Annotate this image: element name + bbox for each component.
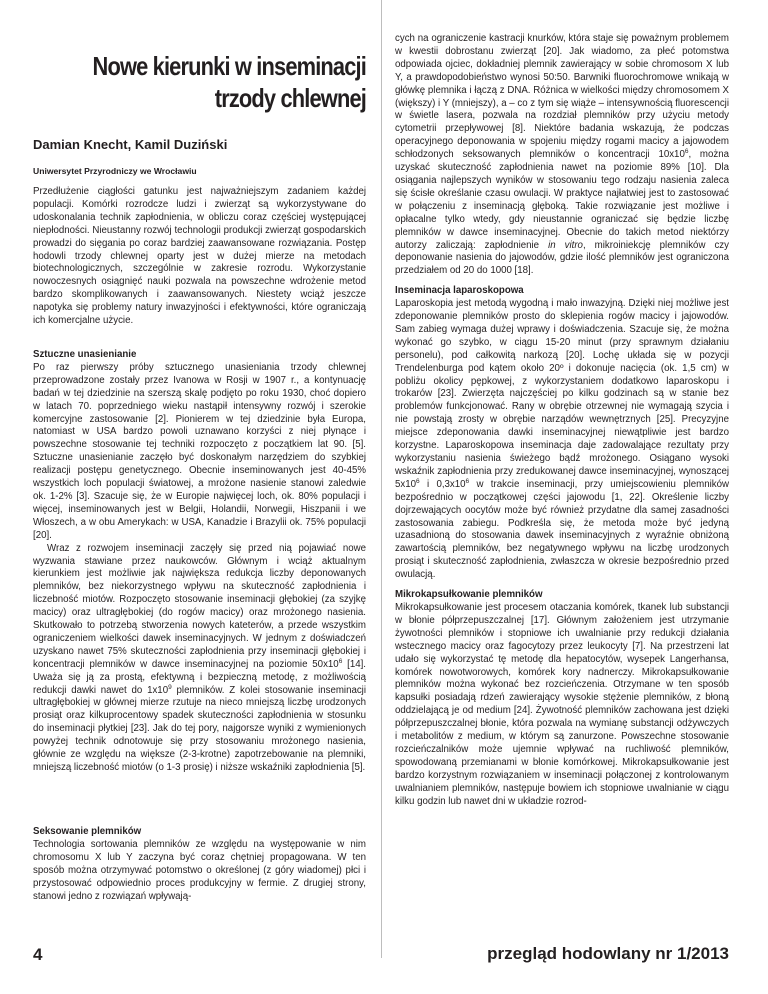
intro-paragraph: Przedłużenie ciągłości gatunku jest najważniejszym zadaniem każdej populacji. Komórki rozrodcze ludzi i zwierząt są wykorzystywane do udoskonalania technik zapłodnienia, w obliczu coraz częściej występującej niepłodności. Nieustanny rozwój technologii produkcji zwierząt gospodarskich prowadzi do sięgania po coraz bardziej zaawansowane rozwiązania. Postęp hodowli trzody chlewnej oparty jest w dużej mierze na metodach biotechnologicznych, szczególnie w zakresie rozrodu. Wykorzystanie nowoczesnych osiągnięć nauki pozwala na powszechne wdrożenie metod bardzo skomplikowanych i zaawansowanych. Niestety wciąż jeszcze napotyka się problemy natury inwazyjności i efektywności, które ograniczają ich komercjalne użycie.	[33, 186, 366, 327]
section-heading-inseminacja-laparoskopowa: Inseminacja laparoskopowa	[395, 285, 524, 297]
page-number: 4	[33, 945, 43, 964]
paragraph: Laparoskopia jest metodą wygodną i mało inwazyjną. Dzięki niej możliwe jest zdeponowanie plemników prosto do sklepienia rogów macicy i jajowodów. Sam zabieg wymaga dużej wprawy i doświadczenia. Szacuje się, że można wykonać go szybko, w ciągu 15-20 minut (przy sprawnym działaniu personelu), pod całkowitą narkozą [20]. Lochę układa się w pozycji Trendelenburga pod kątem około 20º i dokonuje nacięcia (ok. 1,5 cm) w pobliżu okolicy pępkowej, z wykorzystaniem dodatkowo laparoskopu i trokarów [23]. Zwierzęta najczęściej po kilku godzinach są w stanie bez problemów funkcjonować. Rany w obrębie otrzewnej nie wymagają szycia i nie powstają zrosty w obrębie narządów wewnętrznych [25]. Precyzyjne miejsce zdeponowania dawki inseminacyjnej niewątpliwie jest bardzo korzystne. Laparoskopowa inseminacja daje zadowalające rezultaty przy wykorzystaniu nasienia świeżego bądź mrożonego. Osiągano wysoki wskaźnik zapłodnienia przy zredukowanej dawce inseminacyjnej, wynoszącej $5x10^6$ i $0,3x10^6$ w trakcie inseminacji, przy umiejscowieniu plemników bezpośrednio w początkowej części jajowodu [1, 22]. Określenie liczby dojrzewających oocytów może być również przydatne dla samej zasadności zastosowania zabiegu. Podkreśla się, że metoda może być jedyną uzasadnioną do stosowania dawek inseminacyjnych z wyraźnie obniżoną zawartością plemników, bez negatywnego wpływu na liczbę urodzonych prosiąt i skuteczność zapłodnienia, zwłaszcza w okresie bezpośrednio przed owulacją.	[395, 298, 729, 581]
article-affiliation: Uniwersytet Przyrodniczy we Wrocławiu	[33, 166, 197, 176]
section-heading-seksowanie-plemnikow: Seksowanie plemników	[33, 826, 142, 837]
journal-footer: przegląd hodowlany nr 1/2013	[487, 944, 729, 963]
left-column-body	[33, 349, 366, 775]
intro-paragraph-block	[33, 186, 366, 328]
section-heading-sztuczne-unasienianie: Sztuczne unasienianie	[33, 349, 137, 360]
column-divider	[381, 0, 382, 958]
paragraph: Po raz pierwszy próby sztucznego unasieniania trzody chlewnej przeprowadzone zostały przez Ivanowa w Rosji w 1907 r., a kontynuację badań w tej dziedzinie na szerszą skalę podjęto po roku 1930, choć dopiero w latach 70. poprzedniego wieku nastąpił intensywny rozwój i szerokie komercyjne zastosowanie [2]. Pionierem w tej dziedzinie była Europa, natomiast w USA bardzo powoli uznawano korzyści z niej płynące i powszechne stosowanie tej techniki rozpoczęto z początkiem lat 90. [5]. Sztuczne unasienianie zaczęło być doskonałym narzędziem do szybkiej realizacji postępu genetycznego. Obecnie inseminowanych jest 40-45% wszystkich loch populacji światowej, a mrożone nasienie stanowi zaledwie ok. 1-2% [3]. Szacuje się, że w Europie najwięcej loch, ok. 80% populacji i więcej, inseminowanych jest w Belgii, Holandii, Norwegii, Hiszpanii i we Włoszech, a w obu Amerykach: w USA, Kanadzie i Brazylii ok. 75% populacji [20].	[33, 361, 366, 541]
left-column-bottom	[33, 826, 366, 903]
paragraph: Technologia sortowania plemników ze względu na występowanie w nim chromosomu X lub Y zaczyna być coraz chętniej propagowana. W ten sposób można otrzymywać potomstwo o określonej (z góry wiadomej) płci i przystosować odpowiednio proces produkcyjny w fermie. Z drugiej strony, stanowi jedno z rozwiązań wpływają-	[33, 838, 366, 902]
paragraph: cych na ograniczenie kastracji knurków, która staje się poważnym problemem w kwestii dobrostanu zwierząt [20]. Jak wiadomo, za płeć potomstwa odpowiada ojciec, dokładniej plemnik zawierający w sobie chromosom X lub Y, a prawdopodobieństwo wynosi 50:50. Barwniki fluorochromowe wnikają w główkę plemnika i łączą z DNA. Różnica w wielkości między chromosomem X (większy) i Y (mniejszy), a – co z tym się wiąże – intensywnością fluorescencji w świetle lasera, pozwala na rozdział plemników przy użyciu metody cytometrii przepływowej [8]. Niektóre badania wskazują, że podczas operacyjnego deponowania w spojeniu między rogami macicy a jajowodem schłodzonych seksowanych plemników o koncentracji $10x10^6$, można uzyskać skuteczność zapłodnienia nawet na poziomie 89% [10]. Dla osiągania najlepszych wyników w stosowaniu tego rodzaju nasienia zaleca się ścisłe określanie czasu owulacji. W praktyce najłatwiej jest to zastosować w połączeniu z inseminacją głęboką. Takie rozwiązanie jest możliwe i opłacalne tylko wtedy, gdy nieustannie ograniczać się będzie liczbę plemników w dawce inseminacyjnej. Obecnie do takich metod niektórzy autorzy zaliczają: zapłodnienie in vitro, mikroiniekcję plemników czy deponowanie nasienia do jajowodów, gdzie ilość plemników jest ograniczona przedziałem od 20 do 1000 [18].	[395, 33, 729, 277]
paragraph: Mikrokapsułkowanie jest procesem otaczania komórek, tkanek lub substancji w błonie półprzepuszczalnej [17]. Głównym założeniem jest utrzymanie żywotności plemników i stopniowe ich uwalnianie przy redukcji działania wstecznego macicy oraz fagocytozy przez leukocyty [7]. Na przestrzeni lat udało się wykorzystać tę metodę dla hepatocytów, wysepek Langerhansa, komórek nowotworowych, komórek kory nadnerczy. Mikrokapsułkowanie plemników można wykonać bez rozcieńczenia. Otrzymane w ten sposób kapsułki posiadają rdzeń zawierający wysokie stężenie plemników, z błoną oddzielającą je od medium [24]. Żywotność plemników zachowana jest dzięki półprzepuszczalnej błonie, która pozwala na wymianę substancji odżywczych i metabolitów z medium, w którym są zanurzone. Powszechne stosowanie rozcieńczalników może ujemnie wpływać na ruchliwość plemników, spowodowaną przemianami w błonie komórkowej. Mikrokapsułkowanie jest bardzo korzystnym rozwiązaniem w inseminacji połączonej z kontrolowanym uwalnianiem plemników, następuje bowiem ich stopniowe uwalnianie w ciągu kilku godzin lub nawet dni w układzie rozrod-	[395, 601, 729, 807]
title-line-1: Nowe kierunki w inseminacji	[92, 51, 366, 81]
right-column-body	[395, 33, 729, 808]
section-heading-mikrokapsulkowanie: Mikrokapsułkowanie plemników	[395, 589, 543, 601]
paragraph: Wraz z rozwojem inseminacji zaczęły się przed nią pojawiać nowe wyzwania stawiane przez naukowców. Głównym i wciąż aktualnym kierunkiem jest możliwie jak największa redukcja liczby deponowanych plemników, bez niekorzystnego wpływu na skuteczność zapłodnienia i liczebność miotów. Rozpoczęto stosowanie inseminacji głębokiej (za szyjkę macicy) oraz ultragłębokiej (do rogów macicy) oraz mrożonego nasienia. Skutkowało to potrzebą stworzenia nowych kateterów, a przede wszystkim ograniczeniem wielkości dawek inseminacyjnych. W jednym z doświadczeń uzyskano nawet 75% skuteczności zapłodnienia przy inseminacji głębokiej i koncentracji plemników w dawce inseminacyjnej na poziomie $50x10^6$ [14]. Uważa się ją za prostą, efektywną i bezpieczną metodę, z możliwością redukcji dawki nawet do $1x10^9$ plemników. Z kolei stosowanie inseminacji ultragłębokiej w głównej mierze rzutuje na nieco mniejszą liczbę urodzonych prosiąt oraz kilkuprocentowy spadek skuteczności zapłodnienia w stosunku do inseminacji płytkiej [23]. Jak do tej pory, najgorsze wyniki z wymienionych powyżej technik odnotowuje się przy stosowaniu mrożonego nasienia, głównie ze względu na większe (2-3-krotne) zapotrzebowanie na plemniki, mniejszą liczebność miotów (o 1-3 prosię) i niższe wskaźniki zapłodnienia [5].	[33, 542, 367, 773]
article-authors: Damian Knecht, Kamil Duziński	[33, 137, 228, 152]
title-line-2: trzody chlewnej	[214, 83, 366, 113]
article-title	[86, 50, 366, 114]
